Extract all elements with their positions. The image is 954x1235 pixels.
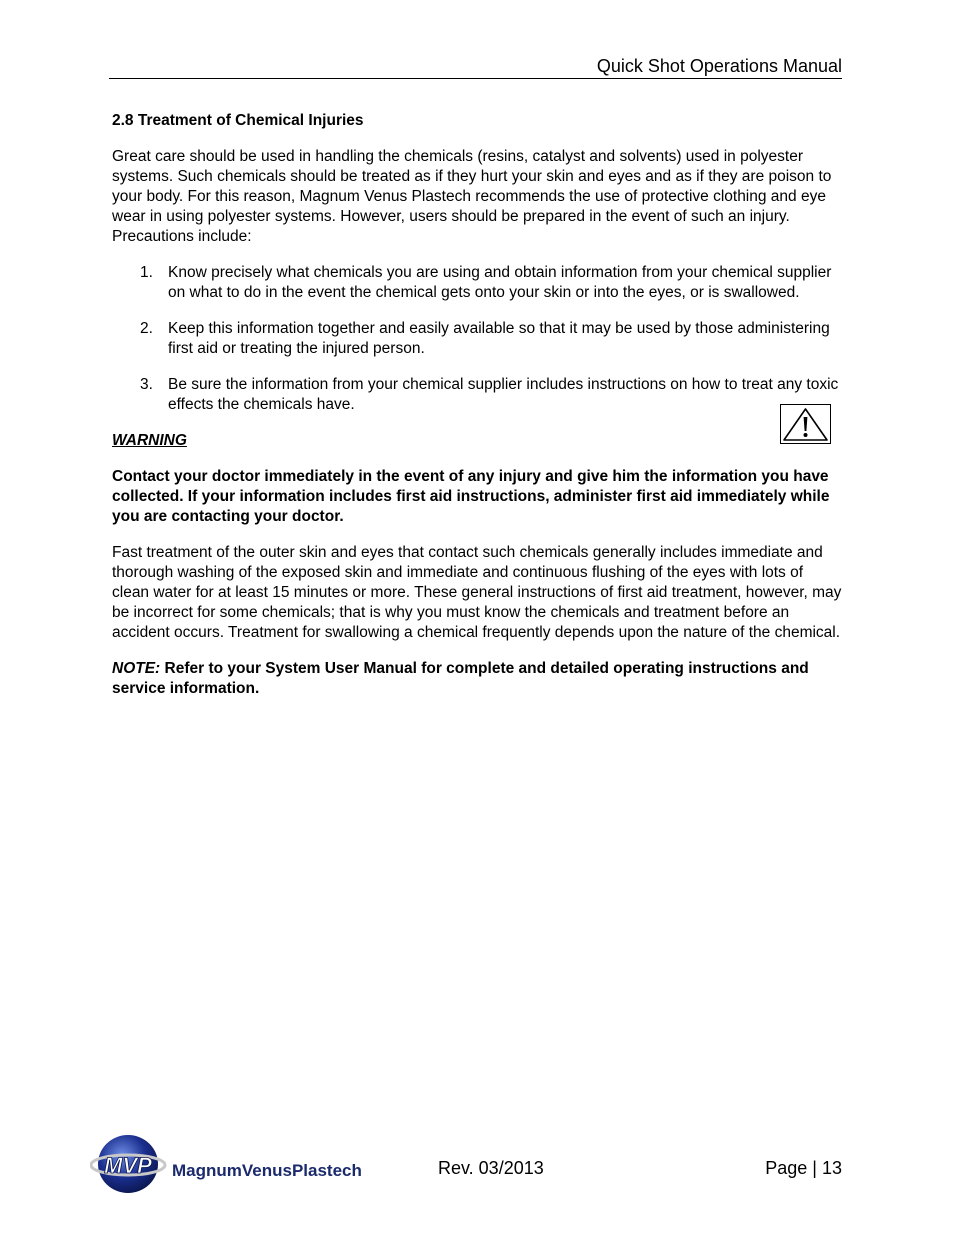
list-item-text: Be sure the information from your chemical supplier includes instructions on how to treat any toxic effects the chemicals have. <box>168 376 839 413</box>
intro-paragraph: Great care should be used in handling the chemicals (resins, catalyst and solvents) used in polyester systems. Such chemicals should be treated as if they hurt your skin and eyes and as if they are poison to your body. For this reason, Magnum Venus Plastech recommends the use of protective clothing and eye wear in using polyester systems. However, users should be prepared in the event of such an injury. Precautions include: <box>112 148 832 245</box>
warning-text: Contact your doctor immediately in the event of any injury and give him the information you have collected. If your information includes first aid instructions, administer first aid immediately while you are contacting your doctor. <box>112 468 830 525</box>
warning-row <box>112 431 844 451</box>
revision-date: Rev. 03/2013 <box>438 1158 544 1178</box>
page-number: Page | 13 <box>765 1158 842 1178</box>
note-label: NOTE: <box>112 660 161 677</box>
header-rule <box>109 78 842 79</box>
list-item-number: 1. <box>140 264 153 281</box>
note-text: Refer to your System User Manual for complete and detailed operating instructions and service information. <box>112 660 809 697</box>
list-item <box>112 375 844 415</box>
list-item-number: 2. <box>140 320 153 337</box>
list-item-text: Keep this information together and easily available so that it may be used by those administering first aid or treating the injured person. <box>168 320 830 357</box>
list-item <box>112 319 844 359</box>
treatment-paragraph: Fast treatment of the outer skin and eyes that contact such chemicals generally includes immediate and thorough washing of the exposed skin and immediate and continuous flushing of the eyes with lots of clean water for at least 15 minutes or more. These general instructions of first aid treatment, however, may be incorrect for some chemicals; that is why you must know the chemicals and treatment before an accident occurs. Treatment for swallowing a chemical frequently depends upon the nature of the chemical. <box>112 544 842 641</box>
page-content <box>112 111 844 715</box>
list-item-text: Know precisely what chemicals you are using and obtain information from your chemical supplier on what to do in the event the chemical gets onto your skin or into the eyes, or is swallowed. <box>168 264 832 301</box>
list-item-number: 3. <box>140 376 153 393</box>
logo-text: MagnumVenusPlastech <box>172 1161 362 1180</box>
company-logo <box>90 1132 380 1196</box>
section-heading: 2.8 Treatment of Chemical Injuries <box>112 112 364 129</box>
logo-mark: MVP <box>104 1153 152 1178</box>
warning-label: WARNING <box>112 432 187 449</box>
warning-triangle-icon <box>780 404 831 444</box>
precautions-list <box>112 263 844 415</box>
header-title: Quick Shot Operations Manual <box>596 56 842 76</box>
note-paragraph <box>112 659 844 699</box>
list-item <box>112 263 844 303</box>
